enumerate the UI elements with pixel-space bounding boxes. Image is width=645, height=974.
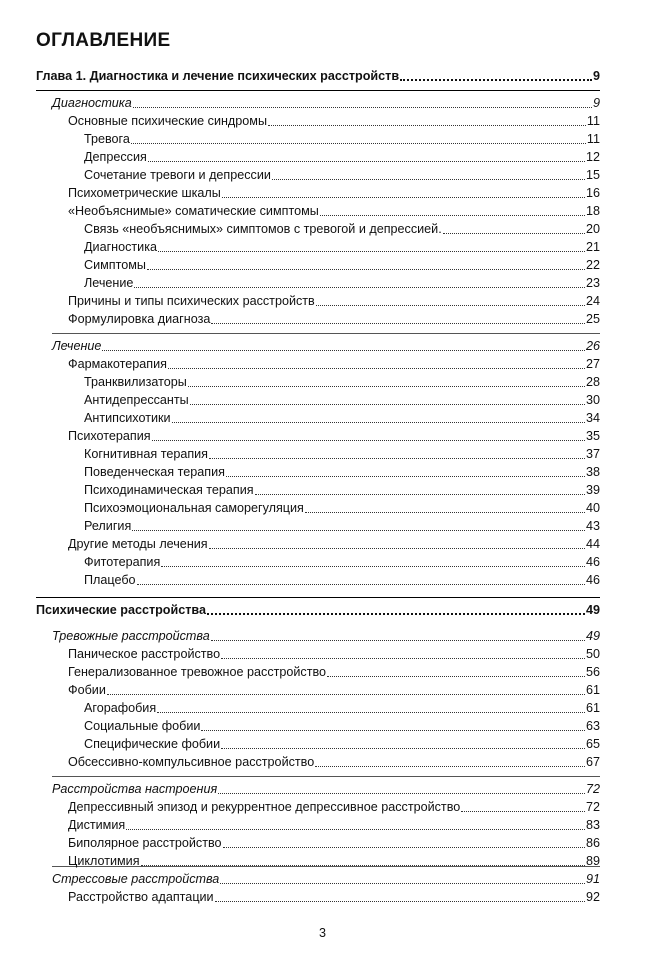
toc-entry-page: 83: [585, 818, 600, 832]
toc-entry-title: Психические расстройства: [36, 603, 206, 617]
toc-entry[interactable]: [36, 446, 600, 462]
toc-entry-title: Обсессивно-компульсивное расстройство: [68, 755, 315, 769]
toc-entry-title: Транквилизаторы: [84, 375, 187, 389]
toc-entry-page: 30: [585, 393, 600, 407]
toc-entry-title: Психометрические шкалы: [68, 186, 221, 200]
toc-entry-title: Психодинамическая терапия: [84, 483, 254, 497]
dot-leader: [157, 701, 585, 713]
toc-entry[interactable]: [36, 718, 600, 734]
toc-entry[interactable]: [36, 410, 600, 426]
toc-entry-page: 61: [585, 683, 600, 697]
dot-leader: [272, 168, 585, 180]
toc-entry[interactable]: [36, 293, 600, 309]
toc-entry-title: Социальные фобии: [84, 719, 201, 733]
dot-leader: [148, 150, 585, 162]
toc-entry[interactable]: [36, 781, 600, 797]
toc-entry-page: 91: [585, 872, 600, 886]
toc-entry-page: 38: [585, 465, 600, 479]
dot-leader: [461, 800, 585, 812]
toc-entry-title: Основные психические синдромы: [68, 114, 267, 128]
toc-entry-page: 89: [585, 854, 600, 868]
dot-leader: [132, 519, 585, 531]
dot-leader: [223, 836, 585, 848]
dot-leader: [107, 683, 585, 695]
toc-entry-page: 24: [585, 294, 600, 308]
toc-entry-title: Диагностика: [52, 96, 132, 110]
dot-leader: [316, 294, 585, 306]
toc-entry-page: 9: [592, 69, 600, 83]
toc-entry-title: Диагностика: [84, 240, 158, 254]
dot-leader: [221, 737, 585, 749]
toc-entry[interactable]: [36, 167, 600, 183]
toc-entry-title: Депрессивный эпизод и рекуррентное депрессивное расстройство: [68, 800, 461, 814]
dot-leader: [320, 204, 585, 216]
toc-entry[interactable]: [36, 113, 600, 129]
dot-leader: [134, 276, 585, 288]
toc-entry-title: Генерализованное тревожное расстройство: [68, 665, 327, 679]
toc-entry-page: 92: [585, 890, 600, 904]
toc-entry[interactable]: [36, 221, 600, 237]
toc-entry-page: 12: [585, 150, 600, 164]
toc-entry-page: 27: [585, 357, 600, 371]
toc-entry[interactable]: [36, 646, 600, 662]
toc-entry-page: 18: [585, 204, 600, 218]
toc-entry-page: 25: [585, 312, 600, 326]
dot-leader: [443, 222, 585, 234]
toc-entry-title: Расстройства настроения: [52, 782, 218, 796]
toc-entry-page: 46: [585, 573, 600, 587]
dot-leader: [102, 339, 585, 351]
toc-entry-title: Антидепрессанты: [84, 393, 189, 407]
toc-entry-title: Поведенческая терапия: [84, 465, 225, 479]
dot-leader: [172, 411, 585, 423]
toc-entry-page: 35: [585, 429, 600, 443]
dot-leader: [255, 483, 585, 495]
dot-leader: [211, 629, 585, 641]
toc-entry-page: 22: [585, 258, 600, 272]
dot-leader: [147, 258, 585, 270]
dot-leader: [215, 890, 585, 902]
dot-leader: [190, 393, 585, 405]
toc-entry-title: Фармакотерапия: [68, 357, 167, 371]
toc-entry[interactable]: [36, 889, 600, 905]
dot-leader: [131, 132, 586, 144]
toc-entry[interactable]: [36, 356, 600, 372]
toc-entry-page: 11: [586, 132, 600, 146]
dot-leader: [161, 555, 585, 567]
toc-entry[interactable]: [36, 754, 600, 770]
dot-leader: [222, 186, 585, 198]
toc-entry-title: Связь «необъяснимых» симптомов с тревогой и депрессией.: [84, 222, 442, 236]
toc-entry[interactable]: [36, 149, 600, 165]
dot-leader: [158, 240, 585, 252]
toc-entry[interactable]: [36, 817, 600, 833]
toc-entry-title: Депрессия: [84, 150, 147, 164]
dot-leader: [141, 854, 585, 866]
toc-entry-page: 34: [585, 411, 600, 425]
toc-entry-title: Лечение: [84, 276, 134, 290]
dot-leader: [400, 68, 592, 81]
chapter-rule: [36, 90, 600, 91]
toc-entry-title: Биполярное расстройство: [68, 836, 222, 850]
toc-entry-title: Другие методы лечения: [68, 537, 208, 551]
toc-entry-title: Формулировка диагноза: [68, 312, 211, 326]
toc-entry-page: 72: [585, 782, 600, 796]
toc-entry-page: 50: [585, 647, 600, 661]
dot-leader: [218, 782, 585, 794]
toc-entry-page: 15: [585, 168, 600, 182]
toc-entry[interactable]: [36, 628, 600, 644]
dot-leader: [188, 375, 585, 387]
toc-entry-title: Лечение: [52, 339, 102, 353]
dot-leader: [137, 573, 585, 585]
toc-entry[interactable]: [36, 664, 600, 680]
toc-entry-page: 20: [585, 222, 600, 236]
toc-entry[interactable]: [36, 464, 600, 480]
toc-entry[interactable]: [36, 311, 600, 327]
toc-entry-page: 49: [585, 629, 600, 643]
page-title: ОГЛАВЛЕНИЕ: [36, 30, 171, 51]
dot-leader: [209, 537, 585, 549]
toc-entry-page: 26: [585, 339, 600, 353]
toc-entry[interactable]: [36, 185, 600, 201]
toc-entry-title: Психотерапия: [68, 429, 151, 443]
dot-leader: [207, 602, 585, 615]
section-rule: [52, 333, 600, 334]
toc-entry-page: 86: [585, 836, 600, 850]
toc-entry-title: Паническое расстройство: [68, 647, 221, 661]
toc-entry[interactable]: [36, 131, 600, 147]
toc-entry-title: Агорафобия: [84, 701, 157, 715]
dot-leader: [209, 447, 585, 459]
toc-entry-page: 37: [585, 447, 600, 461]
dot-leader: [221, 647, 585, 659]
toc-entry-title: Стрессовые расстройства: [52, 872, 220, 886]
toc-entry-title: Антипсихотики: [84, 411, 171, 425]
dot-leader: [305, 501, 585, 513]
toc-entry[interactable]: [36, 853, 600, 869]
toc-entry-page: 49: [585, 603, 600, 617]
dot-leader: [226, 465, 585, 477]
toc-entry-title: Фобии: [68, 683, 106, 697]
toc-entry-page: 23: [585, 276, 600, 290]
toc-entry[interactable]: [36, 500, 600, 516]
toc-entry-title: Глава 1. Диагностика и лечение психических расстройств: [36, 69, 400, 83]
toc-entry-page: 56: [585, 665, 600, 679]
dot-leader: [133, 96, 592, 108]
toc-entry[interactable]: [36, 736, 600, 752]
toc-entry-page: 21: [585, 240, 600, 254]
toc-entry[interactable]: [36, 68, 600, 84]
toc-entry[interactable]: [36, 518, 600, 534]
dot-leader: [327, 665, 585, 677]
toc-entry-page: 61: [585, 701, 600, 715]
toc-entry[interactable]: [36, 95, 600, 111]
dot-leader: [126, 818, 585, 830]
dot-leader: [168, 357, 585, 369]
toc-entry[interactable]: [36, 835, 600, 851]
toc-entry[interactable]: [36, 338, 600, 354]
toc-entry-title: Дистимия: [68, 818, 126, 832]
toc-entry[interactable]: [36, 239, 600, 255]
toc-entry[interactable]: [36, 682, 600, 698]
toc-entry-title: Фитотерапия: [84, 555, 161, 569]
section-rule: [52, 776, 600, 777]
toc-entry-title: Психоэмоциональная саморегуляция: [84, 501, 304, 515]
toc-entry-title: Симптомы: [84, 258, 146, 272]
dot-leader: [268, 114, 586, 126]
toc-entry-page: 63: [585, 719, 600, 733]
toc-entry-title: Циклотимия: [68, 854, 140, 868]
toc-entry-page: 65: [585, 737, 600, 751]
toc-entry-title: «Необъяснимые» соматические симптомы: [68, 204, 319, 218]
dot-leader: [315, 755, 585, 767]
toc-entry[interactable]: [36, 392, 600, 408]
toc-entry-title: Тревожные расстройства: [52, 629, 210, 643]
toc-entry-title: Тревога: [84, 132, 130, 146]
toc-entry-title: Сочетание тревоги и депрессии: [84, 168, 271, 182]
toc-entry[interactable]: [36, 700, 600, 716]
toc-entry[interactable]: [36, 428, 600, 444]
toc-entry[interactable]: [36, 536, 600, 552]
dot-leader: [211, 312, 585, 324]
toc-entry[interactable]: [36, 482, 600, 498]
toc-entry-page: 43: [585, 519, 600, 533]
chapter-rule: [36, 597, 600, 598]
toc-entry[interactable]: [36, 374, 600, 390]
toc-entry-page: 39: [585, 483, 600, 497]
toc-entry[interactable]: [36, 203, 600, 219]
dot-leader: [220, 872, 585, 884]
toc-entry-title: Причины и типы психических расстройств: [68, 294, 315, 308]
dot-leader: [152, 429, 585, 441]
toc-entry-page: 28: [585, 375, 600, 389]
toc-entry-page: 9: [592, 96, 600, 110]
toc-entry-title: Когнитивная терапия: [84, 447, 209, 461]
toc-entry[interactable]: [36, 554, 600, 570]
toc-entry-title: Религия: [84, 519, 132, 533]
toc-entry-page: 11: [586, 114, 600, 128]
page-number: 3: [318, 926, 326, 940]
toc-entry[interactable]: [36, 799, 600, 815]
toc-entry-page: 16: [585, 186, 600, 200]
toc-entry-page: 46: [585, 555, 600, 569]
dot-leader: [201, 719, 585, 731]
toc-entry-page: 44: [585, 537, 600, 551]
toc-entry-title: Плацебо: [84, 573, 136, 587]
toc-entry-title: Расстройство адаптации: [68, 890, 214, 904]
toc-entry-page: 72: [585, 800, 600, 814]
toc-entry-page: 40: [585, 501, 600, 515]
toc-entry[interactable]: [36, 572, 600, 588]
toc-entry[interactable]: [36, 275, 600, 291]
toc-entry-title: Специфические фобии: [84, 737, 221, 751]
toc-entry[interactable]: [36, 871, 600, 887]
toc-entry[interactable]: [36, 257, 600, 273]
toc-entry[interactable]: [36, 602, 600, 618]
toc-entry-page: 67: [585, 755, 600, 769]
